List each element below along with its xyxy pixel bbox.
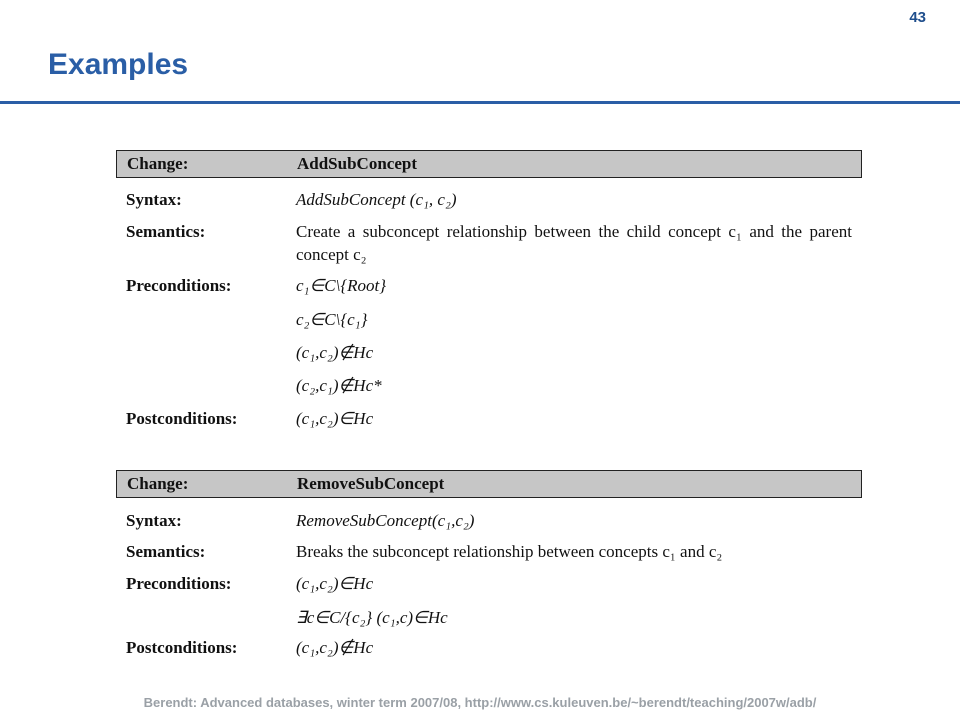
syntax-value: RemoveSubConcept(c₁,c₂) bbox=[296, 511, 475, 530]
syntax-label: Syntax: bbox=[126, 190, 182, 209]
precondition-item: (c₂,c₁)∉Hc* bbox=[296, 376, 382, 395]
change-table-image bbox=[116, 150, 862, 657]
page-number: 43 bbox=[909, 9, 926, 26]
precondition-item: ∃c∈C/{c₂} (c₁,c)∈Hc bbox=[296, 608, 448, 627]
precondition-item: c₂∈C\{c₁} bbox=[296, 310, 368, 329]
semantics-label: Semantics: bbox=[126, 542, 206, 561]
semantics-label: Semantics: bbox=[126, 222, 206, 241]
preconditions-label: Preconditions: bbox=[126, 574, 232, 593]
slide-title: Examples bbox=[48, 48, 189, 81]
change-header-addsubconcept bbox=[116, 150, 862, 178]
postconditions-label: Postconditions: bbox=[126, 638, 238, 657]
footer-citation: Berendt: Advanced databases, winter term 2007/08, http://www.cs.kuleuven.be/~berendt/teaching/2007w/adb/ bbox=[143, 695, 817, 710]
precondition-item: (c₁,c₂)∉Hc bbox=[296, 343, 374, 362]
preconditions-label: Preconditions: bbox=[126, 276, 232, 295]
precondition-item: (c₁,c₂)∈Hc bbox=[296, 574, 374, 593]
title-underline bbox=[0, 101, 960, 104]
syntax-label: Syntax: bbox=[126, 511, 182, 530]
change-header-value: RemoveSubConcept bbox=[297, 474, 445, 493]
semantics-value: Create a subconcept relationship between the child concept c₁ and the parent concept c₂ bbox=[296, 222, 852, 264]
postconditions-label: Postconditions: bbox=[126, 409, 238, 428]
change-header-label: Change: bbox=[127, 474, 189, 493]
precondition-item: c₁∈C\{Root} bbox=[296, 276, 387, 295]
change-header-value: AddSubConcept bbox=[297, 154, 417, 173]
postcondition-value: (c₁,c₂)∈Hc bbox=[296, 409, 374, 428]
change-header-label: Change: bbox=[127, 154, 189, 173]
change-header-removesubconcept bbox=[116, 470, 862, 498]
semantics-value: Breaks the subconcept relationship between concepts c₁ and c₂ bbox=[296, 542, 723, 561]
syntax-value: AddSubConcept (c₁, c₂) bbox=[296, 190, 457, 209]
postcondition-value: (c₁,c₂)∉Hc bbox=[296, 638, 374, 657]
